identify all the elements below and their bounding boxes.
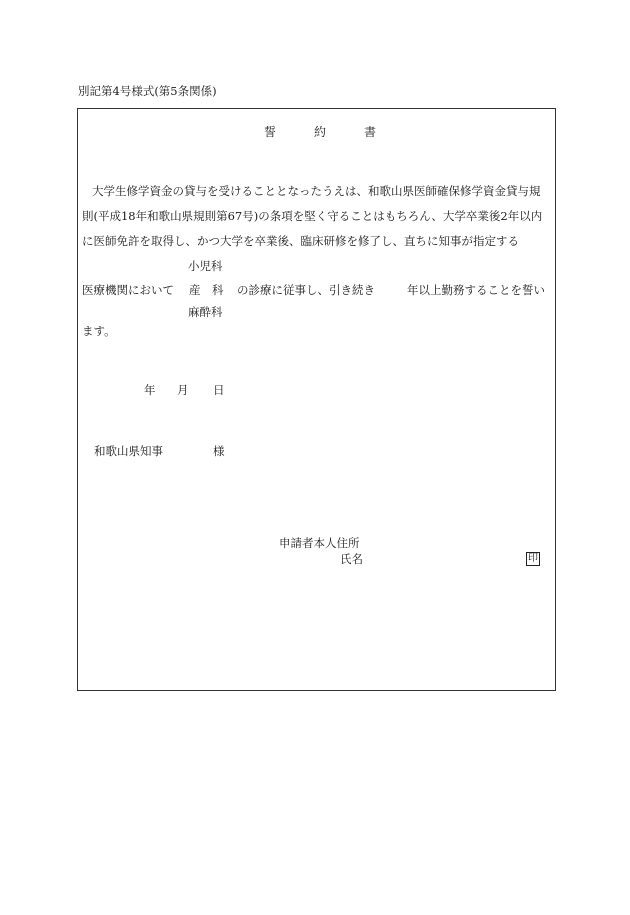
- form-reference: 別記第4号様式(第5条関係): [78, 84, 217, 98]
- seal-mark-icon: 印: [528, 553, 538, 564]
- date-day-label: 日: [213, 383, 225, 397]
- document-title: [264, 126, 376, 138]
- body-line-5: ます。: [82, 324, 116, 338]
- body-line-4-suffix: 年以上勤務することを誓い: [407, 283, 545, 297]
- body-line-4-prefix: 医療機関において: [82, 283, 174, 297]
- date-month-label: 月: [177, 383, 189, 397]
- title-char-1: 誓: [264, 125, 277, 139]
- addressee: 和歌山県知事: [94, 444, 163, 458]
- body-line-2: 則(平成18年和歌山県規則第67号)の条項を堅く守ることはもちろん、大学卒業後2年以内: [82, 209, 543, 223]
- department-option-anesthesiology: 麻酔科: [188, 305, 223, 319]
- honorific: 様: [213, 444, 225, 458]
- applicant-name-label: 氏名: [340, 552, 363, 566]
- body-line-3: に医師免許を取得し、かつ大学を卒業後、臨床研修を修了し、直ちに知事が指定する: [82, 234, 519, 248]
- title-char-2: 約: [314, 125, 327, 139]
- body-line-4-middle: の診療に従事し、引き続き: [237, 283, 375, 297]
- department-option-pediatrics: 小児科: [188, 259, 223, 273]
- department-option-obstetrics: 産 科: [189, 283, 224, 297]
- applicant-address-label: 申請者本人住所: [279, 536, 360, 550]
- body-line-1: 大学生修学資金の貸与を受けることとなったうえは、和歌山県医師確保修学資金貸与規: [92, 184, 541, 198]
- date-year-label: 年: [144, 383, 156, 397]
- title-char-3: 書: [364, 125, 377, 139]
